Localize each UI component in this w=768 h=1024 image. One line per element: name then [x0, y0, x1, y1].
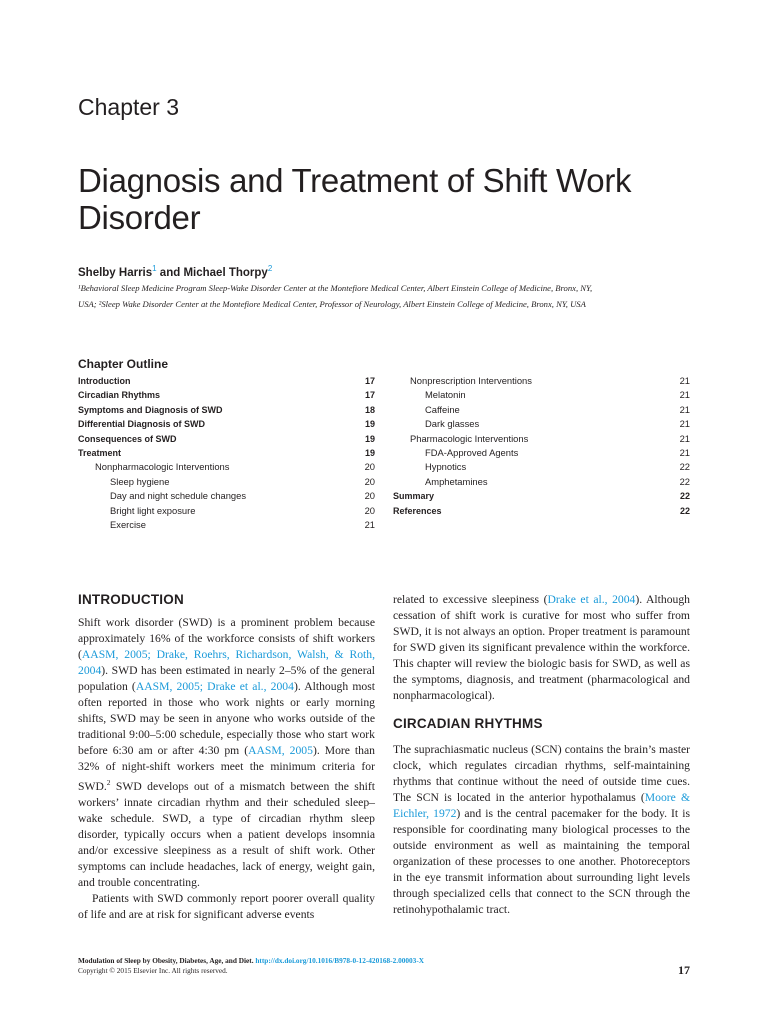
outline-entry-label: Differential Diagnosis of SWD	[78, 419, 206, 430]
outline-entry-label: FDA-Approved Agents	[425, 447, 519, 458]
outline-entry-label: Treatment	[78, 448, 122, 458]
outline-entry-page: 21	[679, 389, 690, 401]
outline-entry-page: 21	[679, 432, 690, 444]
outline-entry-label: Dark glasses	[425, 418, 480, 430]
outline-entry-page: 18	[364, 404, 375, 415]
footer-copyright: Copyright © 2015 Elsevier Inc. All rights reserved.	[78, 966, 228, 975]
outline-entry-page: 20	[364, 475, 375, 487]
outline-entry[interactable]	[393, 446, 690, 460]
outline-entry[interactable]	[78, 460, 375, 474]
footer-journal-title: Modulation of Sleep by Obesity, Diabetes, Age, and Diet.	[78, 956, 254, 965]
author-line	[78, 264, 272, 279]
continued-paragraph	[393, 592, 690, 704]
outline-entry[interactable]	[393, 489, 690, 503]
text-run: ). Although cessation of shift work is curative for most who suffer from SWD, it is not always an option. Proper treatment is paramount for SWD given its significant prevalence within the workforce. This chapter will review the biologic basis for SWD, as well as the symptoms, diagnosis, and treatment (pharmacological and nonpharmacological).	[393, 593, 690, 702]
author-sup-1: 1	[152, 264, 157, 273]
text-run: ) and is the central pacemaker for the body. It is responsible for coordinating many biological processes to the outside environment as well as maintaining the temporal organization of these processes to one another. Photoreceptors in the eye transmit information about surrounding light levels through specialized cells that connect to the SCN through the retinohypothalamic tract.	[393, 807, 690, 916]
outline-entry-label: Nonpharmacologic Interventions	[95, 461, 230, 473]
outline-entry-label: Nonprescription Interventions	[410, 375, 532, 386]
footer-doi-link[interactable]: http://dx.doi.org/10.1016/B978-0-12-420168-2.00003-X	[255, 956, 425, 965]
outline-entry-label: Exercise	[110, 519, 146, 530]
outline-entry[interactable]	[78, 432, 375, 446]
page-number: 17	[678, 963, 690, 977]
text-run: ). More than 32% of night-shift workers meet the minimum criteria for SWD.	[78, 744, 375, 793]
outline-entry-page: 19	[364, 448, 375, 458]
outline-entry-label: Consequences of SWD	[78, 433, 177, 444]
outline-entry-page: 17	[364, 376, 375, 386]
outline-entry-label: Hypnotics	[425, 461, 467, 473]
introduction-paragraph-2	[78, 891, 375, 923]
outline-entry[interactable]	[78, 475, 375, 489]
outline-entry[interactable]	[78, 489, 375, 503]
outline-entry[interactable]	[393, 374, 690, 388]
outline-entry[interactable]	[393, 460, 690, 474]
chapter-outline-heading: Chapter Outline	[78, 357, 169, 371]
text-run: ). Although most often reported in those who work nights or early morning shifts, SWD may be seen in anyone who works outside of the traditional 9:00–5:00 schedule, especially those who start work before 6:30 am or after 4:30 pm (	[78, 680, 375, 757]
outline-entry-label: Sleep hygiene	[110, 475, 170, 487]
outline-entry[interactable]	[78, 518, 375, 532]
introduction-body	[78, 615, 375, 923]
outline-entry-page: 20	[364, 504, 375, 516]
chapter-label: Chapter 3	[78, 94, 180, 120]
outline-entry-page: 20	[364, 461, 375, 473]
outline-entry[interactable]	[393, 417, 690, 431]
outline-entry[interactable]	[393, 403, 690, 417]
circadian-rhythms-heading: CIRCADIAN RHYTHMS	[393, 716, 543, 731]
outline-entry-label: Melatonin	[425, 389, 466, 401]
outline-entry[interactable]	[78, 417, 375, 431]
text-run: Patients with SWD commonly report poorer overall quality of life and are at risk for significant adverse events	[78, 891, 375, 921]
affiliation-line-2: USA; ²Sleep Wake Disorder Center at the Montefiore Medical Center, Professor of Neurology, Albert Einstein College of Medicine, Bronx, NY, USA	[78, 299, 586, 309]
footnote-ref[interactable]: 2	[106, 778, 111, 787]
outline-entry-label: Introduction	[78, 376, 131, 386]
outline-entry-page: 22	[679, 505, 690, 516]
outline-entry[interactable]	[78, 504, 375, 518]
citation-link[interactable]: AASM, 2005	[248, 744, 313, 757]
outline-entry-page: 21	[679, 447, 690, 458]
outline-entry[interactable]	[393, 388, 690, 402]
outline-entry-page: 17	[364, 390, 375, 401]
citation-link[interactable]: AASM, 2005; Drake, Roehrs, Richardson, Walsh, & Roth, 2004	[78, 648, 375, 677]
outline-entry-label: Symptoms and Diagnosis of SWD	[78, 404, 223, 415]
outline-entry-label: Amphetamines	[425, 475, 488, 487]
outline-entry-label: Day and night schedule changes	[110, 490, 247, 502]
outline-entry-label: References	[393, 505, 442, 516]
circadian-body	[393, 742, 690, 918]
outline-entry[interactable]	[393, 504, 690, 518]
outline-entry[interactable]	[78, 446, 375, 460]
right-column-body	[393, 592, 690, 704]
outline-entry-label: Pharmacologic Interventions	[410, 432, 529, 444]
outline-entry[interactable]	[78, 374, 375, 388]
affiliation-line-1: ¹Behavioral Sleep Medicine Program Sleep-Wake Disorder Center at the Montefiore Medical Center, Albert Einstein College of Medicine, Bronx, NY,	[78, 283, 593, 293]
text-run: related to excessive sleepiness (	[393, 593, 548, 606]
circadian-paragraph	[393, 742, 690, 918]
outline-entry-label: Caffeine	[425, 403, 460, 415]
outline-entry[interactable]	[78, 388, 375, 402]
introduction-heading: INTRODUCTION	[78, 592, 184, 607]
citation-link[interactable]: AASM, 2005; Drake et al., 2004	[135, 680, 294, 693]
outline-entry-page: 22	[679, 475, 690, 487]
outline-entry-page: 19	[364, 419, 375, 430]
outline-entry[interactable]	[393, 432, 690, 446]
outline-entry-page: 21	[364, 519, 375, 530]
footer-citation	[78, 956, 424, 976]
text-run: SWD develops out of a mismatch between the shift workers’ innate circadian rhythm and their scheduled sleep–wake schedule. SWD, a type of circadian rhythm sleep disorder, typically occurs when a patient develops insomnia and/or excessive sleepiness as a result of shift work. Other symptoms can include headaches, lack of energy, weight gain, and trouble concentrating.	[78, 779, 375, 889]
affiliations	[78, 280, 698, 312]
outline-entry-page: 20	[364, 490, 375, 502]
author-and: and	[156, 266, 184, 279]
outline-entry-page: 21	[679, 375, 690, 386]
citation-link[interactable]: Drake et al., 2004	[547, 593, 636, 606]
text-run: The suprachiasmatic nucleus (SCN) contains the brain’s master clock, which regulates circadian rhythms, self-maintaining rhythms that continue without the need of outside time cues. The SCN is located in the anterior hypothalamus (	[393, 743, 690, 804]
text-run: Shift work disorder (SWD) is a prominent problem because approximately 16% of the workforce consists of shift workers (	[78, 616, 375, 661]
outline-entry-page: 22	[679, 461, 690, 473]
outline-entry-label: Bright light exposure	[110, 504, 196, 516]
outline-entry-page: 21	[679, 418, 690, 430]
author-name-1: Shelby Harris	[78, 266, 153, 279]
outline-entry-label: Summary	[393, 491, 435, 502]
chapter-title: Diagnosis and Treatment of Shift Work Disorder	[78, 162, 632, 236]
outline-entry-page: 22	[679, 491, 690, 502]
outline-entry-label: Circadian Rhythms	[78, 390, 161, 401]
outline-entry-page: 19	[364, 433, 375, 444]
outline-entry-page: 21	[679, 403, 690, 415]
citation-link[interactable]: Moore & Eichler, 1972	[393, 791, 690, 820]
outline-entry[interactable]	[393, 475, 690, 489]
author-sup-2: 2	[267, 264, 273, 273]
outline-entry[interactable]	[78, 403, 375, 417]
text-run: ). SWD has been estimated in nearly 2–5% of the general population (	[78, 664, 375, 693]
introduction-paragraph-1	[78, 615, 375, 891]
author-name-2: Michael Thorpy	[183, 266, 268, 279]
